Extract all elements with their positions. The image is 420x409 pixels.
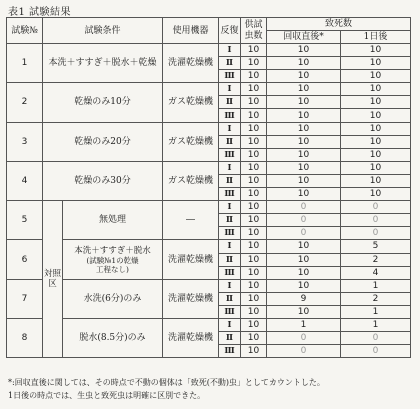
repeat-cell: Ⅲ: [219, 188, 241, 201]
one-day-cell: 10: [341, 109, 411, 122]
one-day-cell: 10: [341, 83, 411, 96]
insects-cell: 10: [241, 345, 267, 358]
insects-cell: 10: [241, 279, 267, 292]
test-no-cell: 2: [7, 83, 43, 122]
one-day-cell: 1: [341, 279, 411, 292]
equipment-cell: ―: [163, 201, 219, 240]
header-test-no: 試験№: [7, 18, 43, 44]
one-day-cell: 0: [341, 332, 411, 345]
footnote-2: 1日後の時点では、生虫と致死虫は明確に区別できた。: [8, 391, 206, 400]
repeat-cell: Ⅰ: [219, 44, 241, 57]
repeat-cell: Ⅰ: [219, 318, 241, 331]
recovery-cell: 10: [267, 96, 341, 109]
one-day-cell: 2: [341, 292, 411, 305]
table-row: [7, 318, 411, 331]
test-no-cell: 8: [7, 318, 43, 357]
insects-cell: 10: [241, 188, 267, 201]
repeat-cell: Ⅲ: [219, 109, 241, 122]
equipment-cell: ガス乾燥機: [163, 122, 219, 161]
table-caption: 表1 試験結果: [8, 7, 72, 18]
insects-cell: 10: [241, 292, 267, 305]
results-table-body: [7, 18, 411, 358]
one-day-cell: 1: [341, 318, 411, 331]
insects-cell: 10: [241, 318, 267, 331]
insects-cell: 10: [241, 122, 267, 135]
recovery-cell: 10: [267, 279, 341, 292]
header-row: [7, 18, 411, 31]
one-day-cell: 10: [341, 70, 411, 83]
insects-cell: 10: [241, 266, 267, 279]
one-day-cell: 10: [341, 122, 411, 135]
equipment-cell: 洗濯乾燥機: [163, 318, 219, 357]
one-day-cell: 1: [341, 305, 411, 318]
equipment-cell: ガス乾燥機: [163, 83, 219, 122]
recovery-cell: 10: [267, 240, 341, 253]
recovery-cell: 0: [267, 227, 341, 240]
recovery-cell: 0: [267, 201, 341, 214]
insects-cell: 10: [241, 253, 267, 266]
condition-cell: 本洗＋すすぎ＋脱水＋乾燥: [43, 44, 163, 83]
recovery-cell: 9: [267, 292, 341, 305]
condition-cell: 乾燥のみ10分: [43, 83, 163, 122]
condition-line: 本洗＋すすぎ＋脱水: [74, 245, 151, 256]
equipment-cell: 洗濯乾燥機: [163, 44, 219, 83]
control-group-label: 対照区: [43, 201, 63, 358]
test-no-cell: 4: [7, 161, 43, 200]
test-no-cell: 1: [7, 44, 43, 83]
insects-cell: 10: [241, 148, 267, 161]
repeat-cell: Ⅲ: [219, 227, 241, 240]
insects-cell: 10: [241, 305, 267, 318]
header-recovery: 回収直後*: [267, 31, 341, 44]
repeat-cell: Ⅱ: [219, 96, 241, 109]
repeat-cell: Ⅱ: [219, 292, 241, 305]
condition-cell: [63, 240, 163, 279]
recovery-cell: 10: [267, 174, 341, 187]
insects-cell: 10: [241, 332, 267, 345]
repeat-cell: Ⅲ: [219, 266, 241, 279]
recovery-cell: 10: [267, 83, 341, 96]
table-row: [7, 122, 411, 135]
header-repeat: 反復: [219, 18, 241, 44]
repeat-cell: Ⅲ: [219, 70, 241, 83]
insects-cell: 10: [241, 135, 267, 148]
one-day-cell: 4: [341, 266, 411, 279]
recovery-cell: 1: [267, 318, 341, 331]
repeat-cell: Ⅱ: [219, 253, 241, 266]
insects-cell: 10: [241, 161, 267, 174]
condition-cell: 脱水(8.5分)のみ: [63, 318, 163, 357]
recovery-cell: 10: [267, 57, 341, 70]
test-no-cell: 3: [7, 122, 43, 161]
table-row: [7, 279, 411, 292]
recovery-cell: 10: [267, 135, 341, 148]
recovery-cell: 10: [267, 188, 341, 201]
header-condition: 試験条件: [43, 18, 163, 44]
condition-cell: 乾燥のみ20分: [43, 122, 163, 161]
repeat-cell: Ⅱ: [219, 174, 241, 187]
repeat-cell: Ⅲ: [219, 148, 241, 161]
recovery-cell: 10: [267, 44, 341, 57]
equipment-cell: ガス乾燥機: [163, 161, 219, 200]
repeat-cell: Ⅰ: [219, 240, 241, 253]
condition-line: (試験№1の乾燥: [86, 255, 139, 265]
insects-cell: 10: [241, 174, 267, 187]
insects-cell: 10: [241, 57, 267, 70]
header-equipment: 使用機器: [163, 18, 219, 44]
repeat-cell: Ⅰ: [219, 201, 241, 214]
repeat-cell: Ⅱ: [219, 332, 241, 345]
one-day-cell: 10: [341, 96, 411, 109]
repeat-cell: Ⅰ: [219, 279, 241, 292]
insects-cell: 10: [241, 201, 267, 214]
insects-cell: 10: [241, 70, 267, 83]
table-row: [7, 44, 411, 57]
one-day-cell: 0: [341, 214, 411, 227]
one-day-cell: 10: [341, 44, 411, 57]
recovery-cell: 10: [267, 122, 341, 135]
recovery-cell: 10: [267, 161, 341, 174]
repeat-cell: Ⅱ: [219, 214, 241, 227]
recovery-cell: 10: [267, 148, 341, 161]
repeat-cell: Ⅰ: [219, 161, 241, 174]
repeat-cell: Ⅰ: [219, 83, 241, 96]
one-day-cell: 10: [341, 135, 411, 148]
insects-cell: 10: [241, 96, 267, 109]
table-row: [7, 240, 411, 253]
test-no-cell: 5: [7, 201, 43, 240]
repeat-cell: Ⅱ: [219, 57, 241, 70]
recovery-cell: 0: [267, 345, 341, 358]
condition-line: 工程なし): [96, 264, 129, 274]
footnote-1: *:回収直後に関しては、その時点で不動の個体は「致死(不動)虫」としてカウントした。: [8, 378, 325, 387]
one-day-cell: 10: [341, 174, 411, 187]
insects-cell: 10: [241, 44, 267, 57]
results-table: [6, 17, 411, 358]
table-row: [7, 83, 411, 96]
one-day-cell: 10: [341, 148, 411, 161]
one-day-cell: 5: [341, 240, 411, 253]
condition-cell: 水洗(6分)のみ: [63, 279, 163, 318]
one-day-cell: 2: [341, 253, 411, 266]
repeat-cell: Ⅲ: [219, 305, 241, 318]
one-day-cell: 10: [341, 161, 411, 174]
header-mortality: 致死数: [267, 18, 411, 31]
insects-cell: 10: [241, 109, 267, 122]
one-day-cell: 0: [341, 201, 411, 214]
insects-cell: 10: [241, 214, 267, 227]
condition-cell: 無処理: [63, 201, 163, 240]
recovery-cell: 10: [267, 305, 341, 318]
one-day-cell: 10: [341, 188, 411, 201]
header-insects: 供試虫数: [241, 18, 267, 44]
equipment-cell: 洗濯乾燥機: [163, 279, 219, 318]
table-row: [7, 161, 411, 174]
insects-cell: 10: [241, 240, 267, 253]
one-day-cell: 0: [341, 227, 411, 240]
repeat-cell: Ⅲ: [219, 345, 241, 358]
table-row: [7, 201, 411, 214]
test-no-cell: 7: [7, 279, 43, 318]
insects-cell: 10: [241, 83, 267, 96]
condition-cell: 乾燥のみ30分: [43, 161, 163, 200]
recovery-cell: 10: [267, 253, 341, 266]
recovery-cell: 10: [267, 266, 341, 279]
recovery-cell: 0: [267, 332, 341, 345]
equipment-cell: 洗濯乾燥機: [163, 240, 219, 279]
one-day-cell: 10: [341, 57, 411, 70]
insects-cell: 10: [241, 227, 267, 240]
footnotes: [8, 376, 325, 402]
recovery-cell: 10: [267, 70, 341, 83]
recovery-cell: 10: [267, 109, 341, 122]
one-day-cell: 0: [341, 345, 411, 358]
repeat-cell: Ⅰ: [219, 122, 241, 135]
recovery-cell: 0: [267, 214, 341, 227]
test-no-cell: 6: [7, 240, 43, 279]
repeat-cell: Ⅱ: [219, 135, 241, 148]
header-one-day: 1日後: [341, 31, 411, 44]
